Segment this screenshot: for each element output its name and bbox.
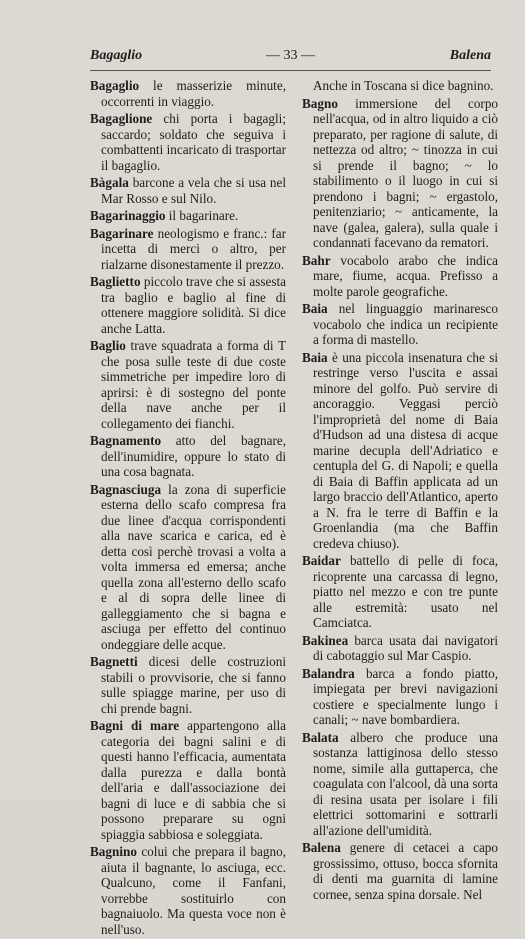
dictionary-entry bbox=[90, 208, 286, 224]
entry-headword: Bagnasciuga bbox=[90, 481, 162, 497]
entry-definition: appartengono alla categoria dei bagni salini e di questi hanno l'efficacia, aumentata dalla purezza e dalla bontà dell'aria e dall'associazione dei bagni di luce e di sabbia che si possono preparare su ogni spiaggia sabbiosa e soleggiata. bbox=[101, 718, 287, 842]
entry-definition: Anche in Toscana si dice bagnino. bbox=[313, 78, 494, 93]
entry-headword: Bagnetti bbox=[90, 654, 138, 669]
dictionary-entry bbox=[302, 840, 498, 902]
entry-headword: Bagnamento bbox=[90, 433, 162, 448]
dictionary-entry bbox=[90, 226, 286, 273]
dictionary-entry bbox=[302, 666, 498, 728]
entry-headword: Bagnino bbox=[90, 844, 137, 859]
right-column bbox=[302, 78, 498, 904]
entry-definition: genere di cetacei a capo grossissimo, ottuso, bocca sfornita di denti ma guarnita di lamine cornee, senza spina dorsale. Nel bbox=[313, 840, 498, 902]
entry-headword: Baia bbox=[302, 349, 328, 365]
entry-definition: il bagarinare. bbox=[168, 208, 239, 223]
left-column bbox=[90, 78, 286, 939]
entry-headword: Balena bbox=[302, 840, 341, 855]
dictionary-entry bbox=[302, 96, 498, 251]
header-first-entry: Bagaglio bbox=[90, 48, 143, 63]
entry-definition: la zona di superficie esterna dello scafo compresa fra due linee d'acqua corrispondenti alla nave scarica e carica, ed è detta così perchè trovasi a volta a volta immersa ed emersa; anche quella zona all'esterno dello scafo e al di sopra delle linee di galleggiamento che si bagna e asciuga per effetto del continuo ondeggiare delle acque. bbox=[101, 481, 286, 652]
dictionary-entry bbox=[90, 111, 286, 173]
header-last-entry: Balena bbox=[449, 48, 491, 63]
entry-headword: Baia bbox=[302, 301, 328, 316]
entry-definition: neologismo e franc.: far incetta di merci o altro, per rialzarne disonestamente il prezzo. bbox=[101, 225, 286, 272]
entry-headword: Baglio bbox=[90, 338, 126, 353]
entry-headword: Baidar bbox=[302, 553, 341, 568]
entry-definition: barca a fondo piatto, impiegata per brevi navigazioni costiere e specialmente lungo i canali; ~ nave bombardiera. bbox=[313, 665, 498, 727]
dictionary-entry bbox=[302, 301, 498, 348]
entry-definition: barca usata dai navigatori di cabotaggio sul Mar Caspio. bbox=[313, 632, 499, 663]
dictionary-entry bbox=[90, 844, 286, 937]
dictionary-entry bbox=[90, 718, 286, 842]
dictionary-entry bbox=[90, 433, 286, 480]
entry-headword: Bagarinare bbox=[90, 225, 154, 241]
entry-headword: Baglietto bbox=[90, 274, 141, 289]
running-header bbox=[90, 48, 491, 68]
entry-definition: vocabolo arabo che indica mare, fiume, acqua. Prefisso a molte parole geografiche. bbox=[313, 252, 499, 299]
entry-headword: Bagno bbox=[302, 95, 338, 111]
entry-headword: Bagni di mare bbox=[90, 718, 180, 733]
dictionary-entry bbox=[302, 350, 498, 552]
entry-definition: colui che prepara il bagno, aiuta il bagnante, lo asciuga, ecc. Qualcuno, come il Fanfani, vorrebbe sostituirlo con bagnaiuolo. Ma questa voce non è nell'uso. bbox=[101, 844, 286, 937]
dictionary-entry bbox=[302, 253, 498, 300]
dictionary-entry bbox=[90, 482, 286, 653]
entry-definition: atto del bagnare, dell'inumidire, oppure lo stato di una cosa bagnata. bbox=[101, 433, 286, 479]
entry-headword: Bàgala bbox=[90, 175, 129, 190]
entry-headword: Bahr bbox=[302, 252, 331, 268]
header-rule bbox=[90, 70, 491, 71]
entry-headword: Bagaglio bbox=[90, 78, 140, 93]
dictionary-entry bbox=[302, 78, 498, 94]
page-number: — 33 — bbox=[266, 48, 315, 63]
entry-definition: è una piccola insenatura che si restringe verso l'uscita e assai minore del golfo. Può servire di ancoraggio. Veggasi perciò l'improprietà del nome di Baia d'Hudson ad una distesa di acque marine decupla dell'Adriatico e centupla del G. di Napoli; e quella di Baia di Baffin applicata ad un largo braccio dell'Atlantico, aperto a N. fra le terre di Baffin e la Groenlandia (ma che Baffin credeva chiuso). bbox=[313, 349, 499, 551]
entry-definition: dicesi delle costruzioni stabili o provvisorie, che si fanno sulle spiagge marine, per uso di chi prende bagni. bbox=[101, 654, 286, 716]
entry-definition: barcone a vela che si usa nel Mar Rosso e sul Nilo. bbox=[101, 175, 287, 206]
entry-headword: Balandra bbox=[302, 665, 355, 681]
entry-definition: le masserizie minute, occorrenti in viaggio. bbox=[101, 78, 286, 109]
entry-definition: chi porta i bagagli; saccardo; soldato che seguiva i combattenti incaricato di trasportar il bagaglio. bbox=[101, 111, 286, 173]
dictionary-entry bbox=[90, 175, 286, 206]
dictionary-entry bbox=[90, 338, 286, 431]
entry-headword: Bagaglione bbox=[90, 111, 153, 126]
entry-headword: Balata bbox=[302, 729, 339, 745]
entry-definition: albero che produce una sostanza lattiginosa dello stesso nome, simile alla guttaperca, che coagulata con l'alcool, dà una sorta di resina usata per isolare i fili elettrici sottomarini e sottrarli all'azione dell'umidità. bbox=[313, 729, 499, 838]
dictionary-entry bbox=[90, 78, 286, 109]
entry-definition: piccolo trave che si assesta tra baglio e baglio al fine di ottenere maggiore solidità. Si dice anche Latta. bbox=[101, 274, 286, 336]
dictionary-entry bbox=[90, 274, 286, 336]
entry-definition: nel linguaggio marinaresco vocabolo che indica un recipiente a forma di mastello. bbox=[313, 301, 498, 347]
entry-definition: trave squadrata a forma di T che posa sulle teste di due coste simmetriche per impedire loro di aprirsi: è di sostegno del ponte della nave anche per il collegamento dei fianchi. bbox=[101, 338, 286, 431]
dictionary-entry bbox=[90, 654, 286, 716]
entry-headword: Bagarinaggio bbox=[90, 208, 166, 223]
entry-headword: Bakinea bbox=[302, 632, 349, 648]
entry-definition: immersione del corpo nell'acqua, od in altro liquido a ciò preparato, per ragione di salute, di nettezza od altro; ~ tinozza in cui si prende il bagno; ~ lo stabilimento o il luogo in cui si prendono i bagni; ~ ergastolo, penitenziario; ~ anticamente, la nave (galea, galera), sulla quale i condannati facevano da rematori. bbox=[313, 95, 499, 250]
entry-definition: battello di pelle di foca, ricoprente una carcassa di legno, piatto nel mezzo e con tre punte alle estremità: usato nel Camciatca. bbox=[313, 553, 498, 630]
dictionary-entry bbox=[302, 730, 498, 839]
dictionary-entry bbox=[302, 633, 498, 664]
dictionary-entry bbox=[302, 553, 498, 631]
